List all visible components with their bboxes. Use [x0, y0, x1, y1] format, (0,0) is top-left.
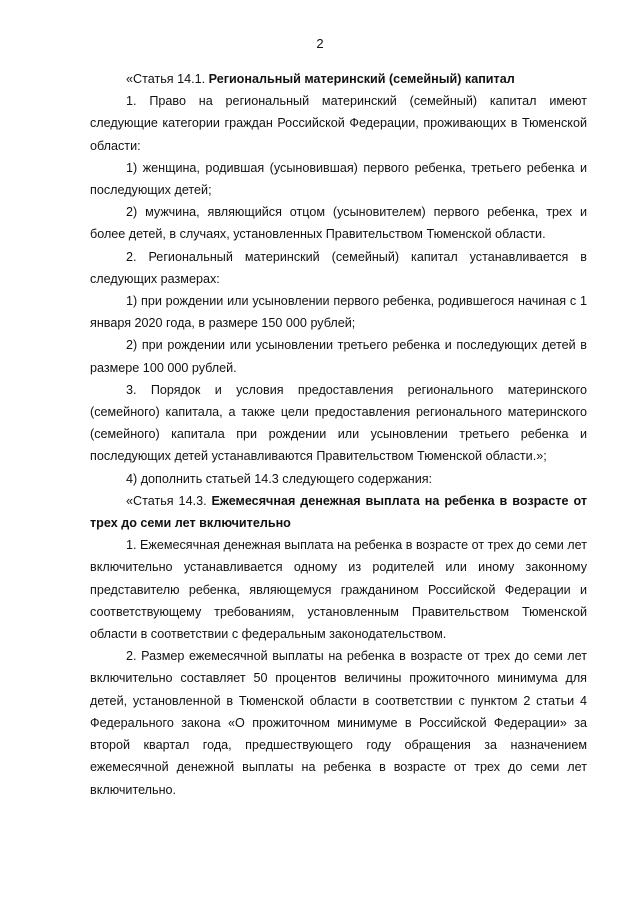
- article-14-3-paragraph-1: 1. Ежемесячная денежная выплата на ребенка в возрасте от трех до семи лет включительно устанавливается одному из родителей или иному законному представителю ребенка, являющемуся гражданином Российской Федерации и соответствующему требованиям, установленным Правительством Тюменской области в соответствии с федеральным законодательством.: [90, 538, 587, 642]
- document-body: [90, 68, 587, 801]
- article-14-1-paragraph-1-item-1: 1) женщина, родившая (усыновившая) первого ребенка, третьего ребенка и последующих детей;: [90, 160, 587, 198]
- article-14-1-paragraph-3: 3. Порядок и условия предоставления регионального материнского (семейного) капитала, а также цели предоставления регионального материнского (семейного) капитала при рождении или усыновлении третьего ребенка и последующих детей устанавливаются Правительством Тюменской области.»;: [90, 382, 587, 464]
- article-14-1-prefix: «Статья 14.1.: [126, 72, 209, 86]
- article-14-3-title: Ежемесячная денежная выплата на ребенка в возрасте от трех до семи лет включительно: [90, 493, 587, 531]
- item-4-paragraph: 4) дополнить статьей 14.3 следующего содержания:: [126, 471, 433, 486]
- article-14-1-paragraph-2-item-1: 1) при рождении или усыновлении первого ребенка, родившегося начиная с 1 января 2020 года, в размере 150 000 рублей;: [90, 294, 587, 331]
- article-14-1-heading: [90, 68, 587, 90]
- article-14-1-paragraph-2-item-2: 2) при рождении или усыновлении третьего ребенка и последующих детей в размере 100 000 рублей.: [90, 338, 587, 375]
- article-14-3-heading: [90, 490, 587, 534]
- article-14-3-paragraph-2: 2. Размер ежемесячной выплаты на ребенка в возрасте от трех до семи лет включительно составляет 50 процентов величины прожиточного минимума для детей, установленной в Тюменской области в соответствии с пунктом 2 статьи 4 Федерального закона «О прожиточном минимуме в Российской Федерации» за второй квартал года, предшествующего году обращения за назначением ежемесячной денежной выплаты на ребенка в возрасте от трех до семи лет включительно.: [90, 649, 587, 797]
- page-number: 2: [316, 36, 324, 51]
- article-14-1-title: Региональный материнский (семейный) капитал: [208, 72, 515, 86]
- article-14-1-paragraph-1: 1. Право на региональный материнский (семейный) капитал имеют следующие категории граждан Российской Федерации, проживающих в Тюменской области:: [90, 94, 587, 153]
- article-14-1-paragraph-2: 2. Региональный материнский (семейный) капитал устанавливается в следующих размерах:: [90, 249, 587, 286]
- article-14-1-paragraph-1-item-2: 2) мужчина, являющийся отцом (усыновителем) первого ребенка, трех и более детей, в случаях, установленных Правительством Тюменской области.: [90, 205, 587, 242]
- article-14-3-prefix: «Статья 14.3.: [126, 493, 212, 508]
